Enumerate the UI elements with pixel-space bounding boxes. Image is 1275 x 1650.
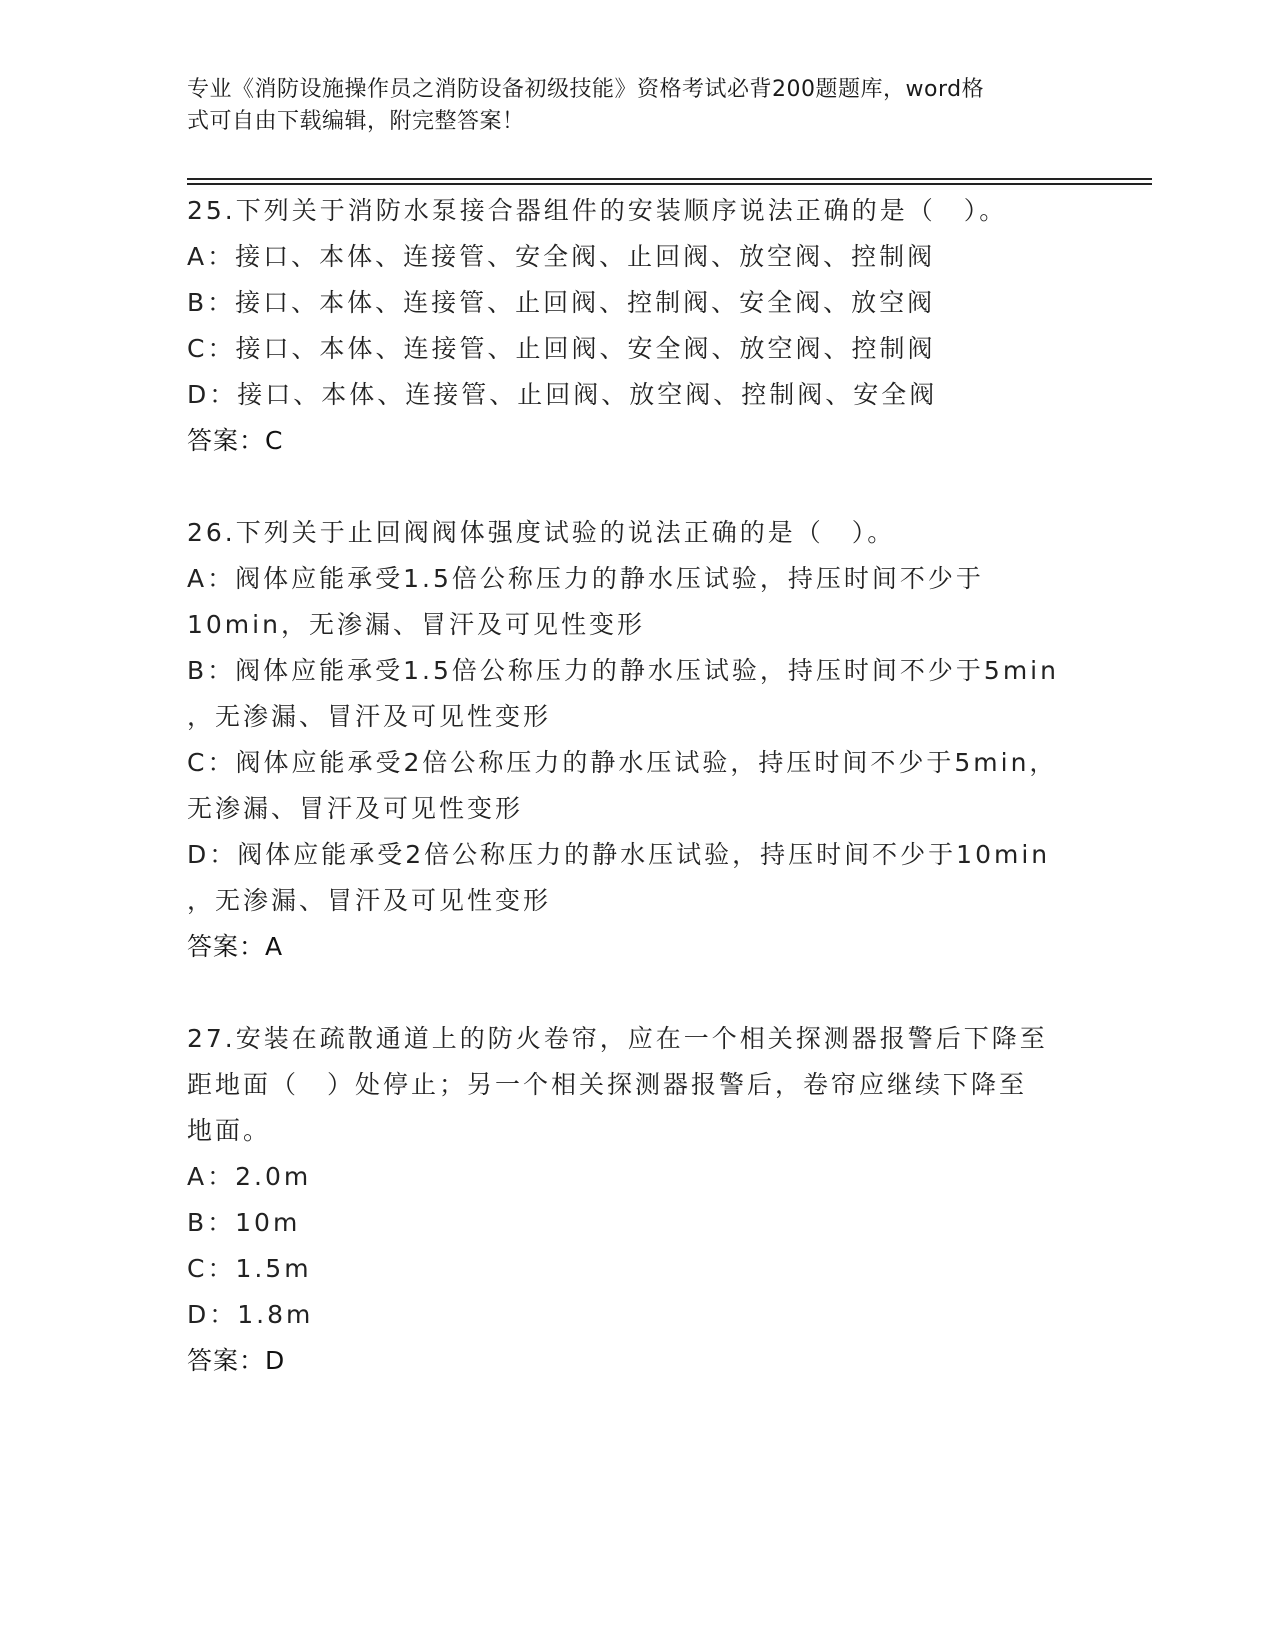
question-block bbox=[187, 510, 1087, 970]
option-line: B：阀体应能承受1.5倍公称压力的静水压试验，持压时间不少于5min bbox=[187, 656, 1059, 685]
answer-line: 答案：D bbox=[187, 1346, 286, 1375]
option-line: 无渗漏、冒汗及可见性变形 bbox=[187, 794, 524, 823]
question-stem-line: 距地面（ ）处停止；另一个相关探测器报警后，卷帘应继续下降至 bbox=[187, 1070, 1028, 1099]
answer-line: 答案：A bbox=[187, 932, 284, 961]
option-line: D：接口、本体、连接管、止回阀、放空阀、控制阀、安全阀 bbox=[187, 380, 938, 409]
header-divider-bottom bbox=[187, 183, 1152, 185]
option-line: ，无渗漏、冒汗及可见性变形 bbox=[187, 886, 552, 915]
document-header bbox=[187, 74, 1067, 138]
question-spacer bbox=[187, 464, 1087, 510]
option-line: A：阀体应能承受1.5倍公称压力的静水压试验，持压时间不少于 bbox=[187, 564, 984, 593]
header-divider-top bbox=[187, 178, 1152, 180]
question-stem-line: 27.安装在疏散通道上的防火卷帘，应在一个相关探测器报警后下降至 bbox=[187, 1024, 1048, 1053]
option-line: A：接口、本体、连接管、安全阀、止回阀、放空阀、控制阀 bbox=[187, 242, 936, 271]
question-stem-line: 地面。 bbox=[187, 1116, 272, 1145]
question-block bbox=[187, 1016, 1087, 1384]
question-stem-line: 26.下列关于止回阀阀体强度试验的说法正确的是（ ）。 bbox=[187, 518, 896, 547]
option-line: C：1.5m bbox=[187, 1254, 312, 1283]
question-block bbox=[187, 188, 1087, 464]
option-line: ，无渗漏、冒汗及可见性变形 bbox=[187, 702, 552, 731]
question-stem-line: 25.下列关于消防水泵接合器组件的安装顺序说法正确的是（ ）。 bbox=[187, 196, 1008, 225]
answer-line: 答案：C bbox=[187, 426, 284, 455]
header-line-1: 专业《消防设施操作员之消防设备初级技能》资格考试必背200题题库，word格 bbox=[187, 77, 985, 102]
header-line-2: 式可自由下载编辑，附完整答案！ bbox=[187, 109, 525, 134]
option-line: C：接口、本体、连接管、止回阀、安全阀、放空阀、控制阀 bbox=[187, 334, 936, 363]
question-list bbox=[187, 188, 1087, 1384]
option-line: A：2.0m bbox=[187, 1162, 312, 1191]
option-line: C：阀体应能承受2倍公称压力的静水压试验，持压时间不少于5min， bbox=[187, 748, 1058, 777]
question-spacer bbox=[187, 970, 1087, 1016]
option-line: 10min，无渗漏、冒汗及可见性变形 bbox=[187, 610, 645, 639]
option-line: B：10m bbox=[187, 1208, 301, 1237]
option-line: D：1.8m bbox=[187, 1300, 314, 1329]
option-line: D：阀体应能承受2倍公称压力的静水压试验，持压时间不少于10min bbox=[187, 840, 1051, 869]
option-line: B：接口、本体、连接管、止回阀、控制阀、安全阀、放空阀 bbox=[187, 288, 936, 317]
